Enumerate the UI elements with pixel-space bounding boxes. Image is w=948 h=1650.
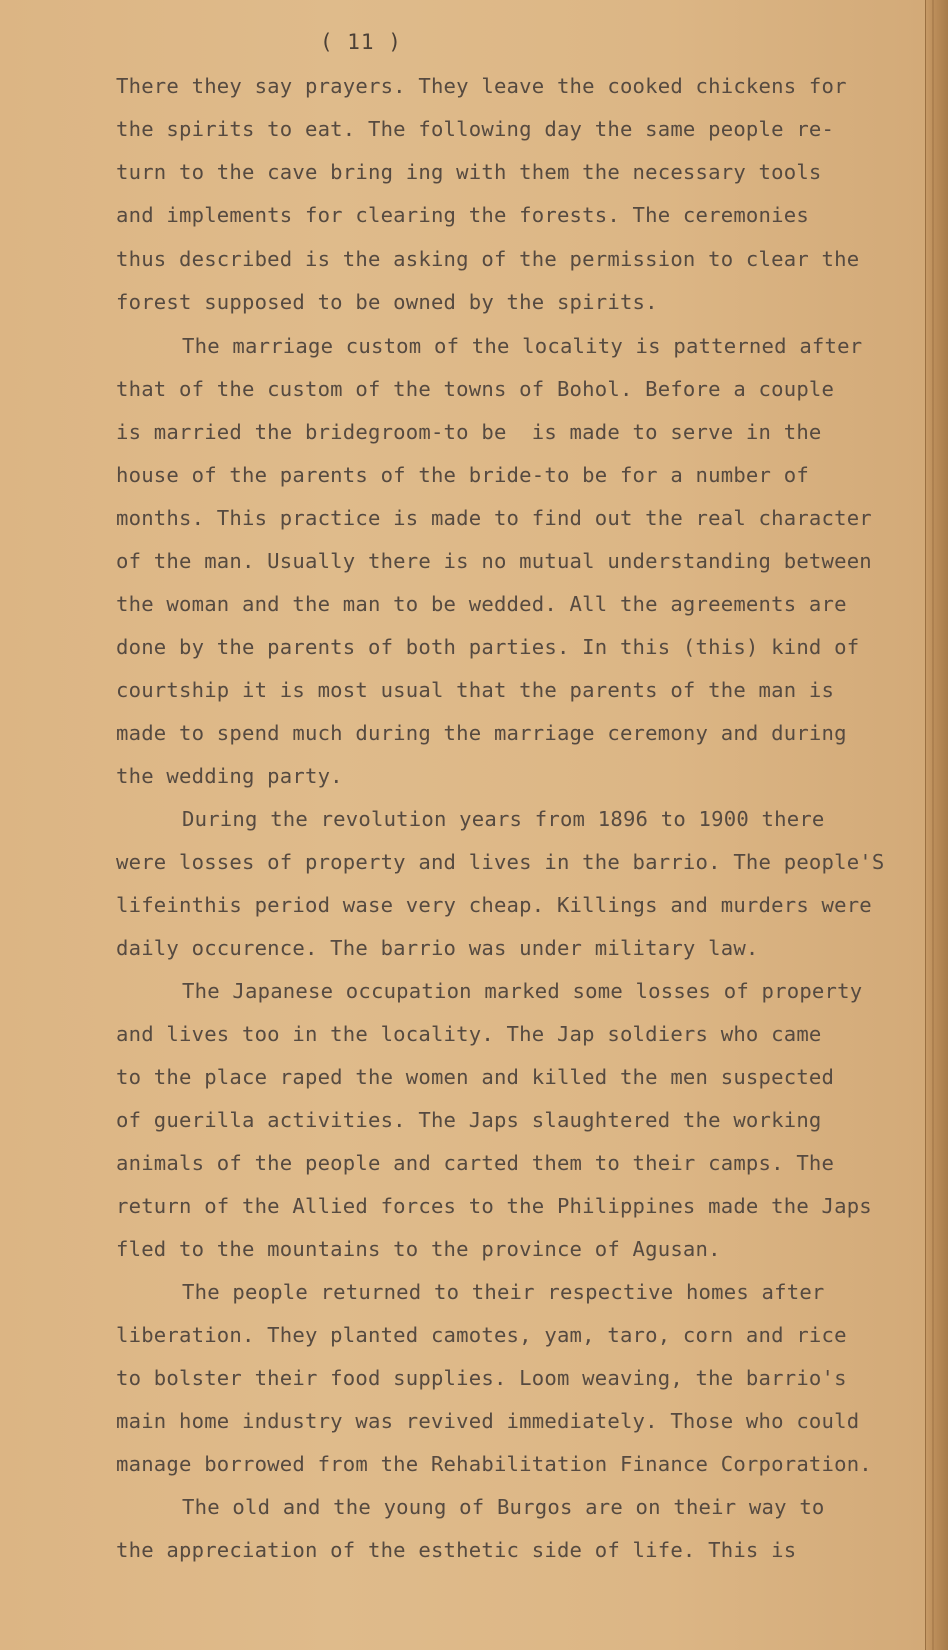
text-line: done by the parents of both parties. In this (this) kind of [116,635,860,659]
text-line: made to spend much during the marriage ceremony and during [116,721,847,745]
text-line: lifeinthis period wase very cheap. Killings and murders were [116,893,872,917]
text-line: thus described is the asking of the permission to clear the [116,247,860,271]
text-line: the appreciation of the esthetic side of life. This is [116,1538,797,1562]
text-line: the spirits to eat. The following day the same people re- [116,117,835,141]
text-line: the wedding party. [116,764,343,788]
text-line: daily occurence. The barrio was under military law. [116,936,759,960]
text-line: to the place raped the women and killed the men suspected [116,1065,835,1089]
text-line: The old and the young of Burgos are on their way to [182,1495,825,1519]
text-line: of the man. Usually there is no mutual understanding between [116,549,872,573]
text-line: return of the Allied forces to the Philippines made the Japs [116,1194,872,1218]
text-line: The people returned to their respective homes after [182,1280,825,1304]
text-line: manage borrowed from the Rehabilitation Finance Corporation. [116,1452,872,1476]
text-line: courtship it is most usual that the parents of the man is [116,678,835,702]
text-line: During the revolution years from 1896 to 1900 there [182,807,825,831]
text-line: There they say prayers. They leave the cooked chickens for [116,74,847,98]
text-line: the woman and the man to be wedded. All the agreements are [116,592,847,616]
text-line: and lives too in the locality. The Jap soldiers who came [116,1022,822,1046]
text-line: turn to the cave bring ing with them the necessary tools [116,160,822,184]
text-line: liberation. They planted camotes, yam, taro, corn and rice [116,1323,847,1347]
text-line: The Japanese occupation marked some losses of property [182,979,863,1003]
text-line: is married the bridegroom-to be is made to serve in the [116,420,822,444]
text-line: animals of the people and carted them to their camps. The [116,1151,835,1175]
text-line: months. This practice is made to find out the real character [116,506,872,530]
text-line: were losses of property and lives in the barrio. The people'S [116,850,885,874]
text-line: of guerilla activities. The Japs slaughtered the working [116,1108,822,1132]
text-line: main home industry was revived immediately. Those who could [116,1409,860,1433]
text-line: that of the custom of the towns of Bohol. Before a couple [116,377,835,401]
text-line: fled to the mountains to the province of Agusan. [116,1237,721,1261]
text-line: forest supposed to be owned by the spirits. [116,290,658,314]
text-line: to bolster their food supplies. Loom weaving, the barrio's [116,1366,847,1390]
text-line: house of the parents of the bride-to be for a number of [116,463,809,487]
text-line: and implements for clearing the forests. The ceremonies [116,203,809,227]
page-number: ( 11 ) [320,30,402,54]
text-line: The marriage custom of the locality is patterned after [182,334,863,358]
